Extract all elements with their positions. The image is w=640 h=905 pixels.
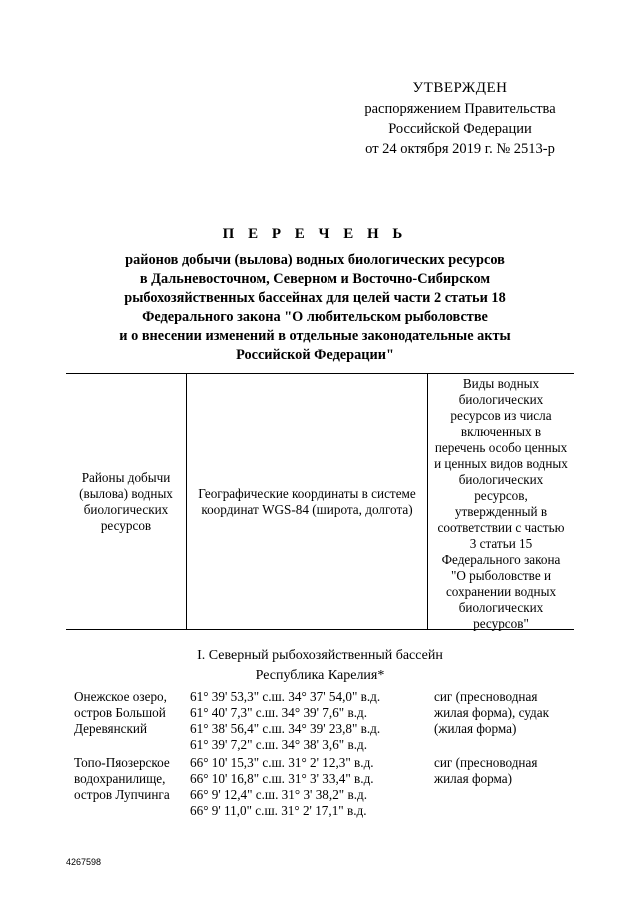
species-list: сиг (пресноводная жилая форма), судак (жилая форма) <box>434 689 550 736</box>
coordinate-line: 66° 10' 16,8" с.ш. 31° 3' 33,4" в.д. <box>190 771 374 786</box>
approval-stamp: УТВЕРЖДЕН <box>412 80 508 96</box>
document-type-title: П Е Р Е Ч Е Н Ь <box>222 226 408 242</box>
approval-line-3: от 24 октября 2019 г. № 2513-р <box>365 141 555 157</box>
subject-line: районов добычи (вылова) водных биологических ресурсов <box>125 252 505 268</box>
approval-block <box>345 78 575 159</box>
subject-line: и о внесении изменений в отдельные законодательные акты <box>119 328 511 344</box>
region-name: Онежское озеро, остров Большой Деревянский <box>74 689 167 736</box>
approval-line-1: распоряжением Правительства <box>364 101 556 117</box>
header-coordinates <box>186 374 428 629</box>
subject-line: Российской Федерации" <box>236 347 394 363</box>
header-regions <box>66 374 186 629</box>
section-title: I. Северный рыбохозяйственный бассейн <box>197 648 443 663</box>
coordinate-line: 66° 9' 12,4" с.ш. 31° 3' 38,2" в.д. <box>190 787 367 802</box>
approval-line-2: Российской Федерации <box>388 121 532 137</box>
regions-table-header <box>66 373 574 630</box>
region-name: Топо-Пяозерское водохранилище, остров Лупчинга <box>74 755 170 802</box>
coordinate-line: 61° 39' 53,3" с.ш. 34° 37' 54,0" в.д. <box>190 689 381 704</box>
species-list: сиг (пресноводная жилая форма) <box>434 755 538 786</box>
coordinate-line: 66° 9' 11,0" с.ш. 31° 2' 17,1" в.д. <box>190 803 367 818</box>
table-header-row <box>66 374 574 629</box>
subject-line: в Дальневосточном, Северном и Восточно-Сибирском <box>139 271 491 287</box>
header-coordinates-text: Географические координаты в системе координат WGS-84 (широта, долгота) <box>198 485 416 517</box>
document-number: 4267598 <box>66 857 102 867</box>
document-subject <box>60 251 570 365</box>
coordinates-list <box>190 689 420 753</box>
coordinate-line: 61° 40' 7,3" с.ш. 34° 39' 7,6" в.д. <box>190 705 367 720</box>
coordinates-list <box>190 755 420 819</box>
subject-line: Федерального закона "О любительском рыболовстве <box>142 309 488 325</box>
header-regions-text: Районы добычи (вылова) водных биологических ресурсов <box>79 469 173 533</box>
coordinate-line: 61° 39' 7,2" с.ш. 34° 38' 3,6" в.д. <box>190 737 367 752</box>
subject-line: рыбохозяйственных бассейнах для целей части 2 статьи 18 <box>124 290 506 306</box>
subsection-title: Республика Карелия* <box>255 668 385 683</box>
document-heading <box>60 226 570 365</box>
header-species-text: Виды водных биологических ресурсов из числа включенных в перечень особо ценных и ценных видов водных биологических ресурсов, утвержденный в соответствии с частью 3 статьи 15 Федерального закона "О рыболовстве и сохранении водных биологических ресурсов" <box>434 376 568 631</box>
header-species <box>428 374 574 629</box>
coordinate-line: 61° 38' 56,4" с.ш. 34° 39' 23,8" в.д. <box>190 721 381 736</box>
coordinate-line: 66° 10' 15,3" с.ш. 31° 2' 12,3" в.д. <box>190 755 374 770</box>
